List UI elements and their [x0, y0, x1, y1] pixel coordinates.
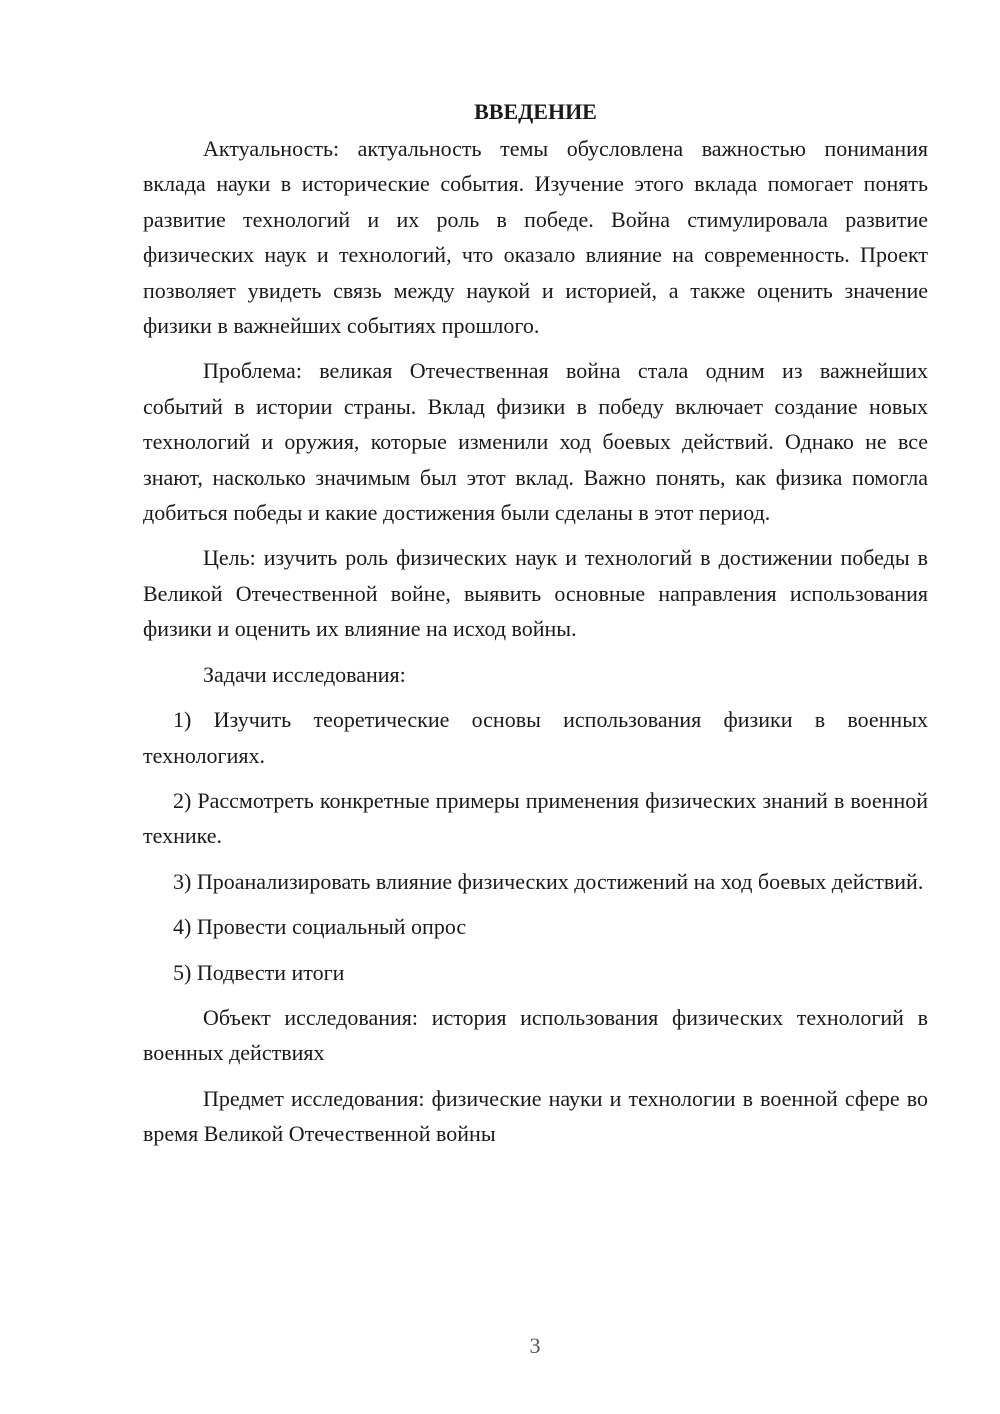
page-number: 3 — [529, 1333, 541, 1358]
list-item: 5) Подвести итоги — [173, 959, 345, 985]
relevance-paragraph: Актуальность: актуальность темы обусловлена важностью понимания вклада науки в исторические события. Изучение этого вклада помогает понять развитие технологий и их роль в победе. Война стимулировала развитие физических наук и технологий, что оказало влияние на современность. Проект позволяет увидеть связь между наукой и историей, а также оценить значение физики в важнейших событиях прошлого. — [143, 136, 928, 339]
document-page — [143, 94, 928, 1152]
list-item: 1) Изучить теоретические основы использования физики в военных технологиях. — [143, 707, 928, 768]
object-paragraph: Объект исследования: история использования физических технологий в военных действиях — [143, 1004, 928, 1066]
page-title: ВВЕДЕНИЕ — [474, 99, 597, 124]
subject-paragraph: Предмет исследования: физические науки и технологии в военной сфере во время Великой Отечественной войны — [143, 1085, 928, 1147]
list-item: 2) Рассмотреть конкретные примеры применения физических знаний в военной технике. — [143, 787, 928, 849]
problem-paragraph: Проблема: великая Отечественная война стала одним из важнейших событий в истории страны. Вклад физики в победу включает создание новых технологий и оружия, которые изменили ход боевых действий. Однако не все знают, насколько значимым был этот вклад. Важно понять, как физика помогла добиться победы и какие достижения были сделаны в этот период. — [143, 358, 928, 526]
tasks-heading: Задачи исследования: — [203, 661, 406, 687]
list-item: 3) Проанализировать влияние физических достижений на ход боевых действий. — [173, 868, 924, 894]
goal-paragraph: Цель: изучить роль физических наук и технологий в достижении победы в Великой Отечественной войне, выявить основные направления использования физики и оценить их влияние на исход войны. — [143, 545, 928, 642]
list-item: 4) Провести социальный опрос — [173, 914, 467, 940]
